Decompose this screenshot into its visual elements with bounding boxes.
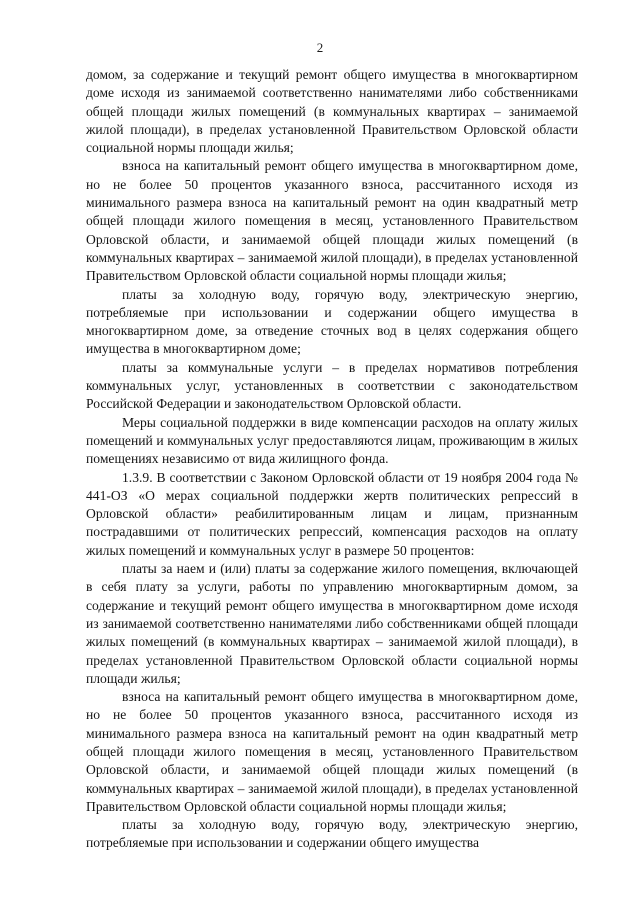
paragraph: Меры социальной поддержки в виде компенсации расходов на оплату жилых помещений и коммунальных услуг предоставляются лицам, проживающим в жилых помещениях независимо от вида жилищного фонда. xyxy=(86,414,578,467)
paragraph: платы за наем и (или) платы за содержание жилого помещения, включающей в себя плату за услуги, работы по управлению многоквартирным домом, за содержание и текущий ремонт общего имущества в многоквартирном доме исходя из занимаемой соответственно нанимателями либо собственниками общей площади жилых помещений (в коммунальных квартирах – занимаемой жилой площади), в пределах установленной Правительством Орловской области социальной нормы площади жилья; xyxy=(86,561,578,686)
paragraph: домом, за содержание и текущий ремонт общего имущества в многоквартирном доме исходя из занимаемой соответственно нанимателями либо собственниками общей площади жилых помещений (в коммунальных квартирах – занимаемой жилой площади), в пределах установленной Правительством Орловской области социальной нормы площади жилья; xyxy=(86,67,578,156)
document-body xyxy=(86,66,578,853)
paragraph: платы за холодную воду, горячую воду, электрическую энергию, потребляемые при использовании и содержании общего имущества xyxy=(86,817,578,851)
page-number: 2 xyxy=(316,40,324,55)
paragraph: 1.3.9. В соответствии с Законом Орловской области от 19 ноября 2004 года № 441-ОЗ «О мерах социальной поддержки жертв политических репрессий в Орловской области» реабилитированным лицам и лицам, признанным пострадавшими от политических репрессий, компенсация расходов на оплату жилых помещений и коммунальных услуг в размере 50 процентов: xyxy=(86,469,578,558)
paragraph: взноса на капитальный ремонт общего имущества в многоквартирном доме, но не более 50 процентов указанного взноса, рассчитанного исходя из минимального размера взноса на капитальный ремонт на один квадратный метр общей площади жилого помещения в месяц, установленного Правительством Орловской области, и занимаемой общей площади жилых помещений (в коммунальных квартирах – занимаемой жилой площади), в пределах установленной Правительством Орловской области социальной нормы площади жилья; xyxy=(86,158,578,284)
paragraph: взноса на капитальный ремонт общего имущества в многоквартирном доме, но не более 50 процентов указанного взноса, рассчитанного исходя из минимального размера взноса на капитальный ремонт на один квадратный метр общей площади жилого помещения в месяц, установленного Правительством Орловской области, и занимаемой общей площади жилых помещений (в коммунальных квартирах – занимаемой жилой площади), в пределах установленной Правительством Орловской области социальной нормы площади жилья; xyxy=(86,689,578,814)
paragraph: платы за коммунальные услуги – в пределах нормативов потребления коммунальных услуг, установленных в соответствии с законодательством Российской Федерации и законодательством Орловской области. xyxy=(86,359,578,412)
paragraph: платы за холодную воду, горячую воду, электрическую энергию, потребляемые при использовании и содержании общего имущества в многоквартирном доме, за отведение сточных вод в целях содержания общего имущества в многоквартирном доме; xyxy=(86,286,578,357)
